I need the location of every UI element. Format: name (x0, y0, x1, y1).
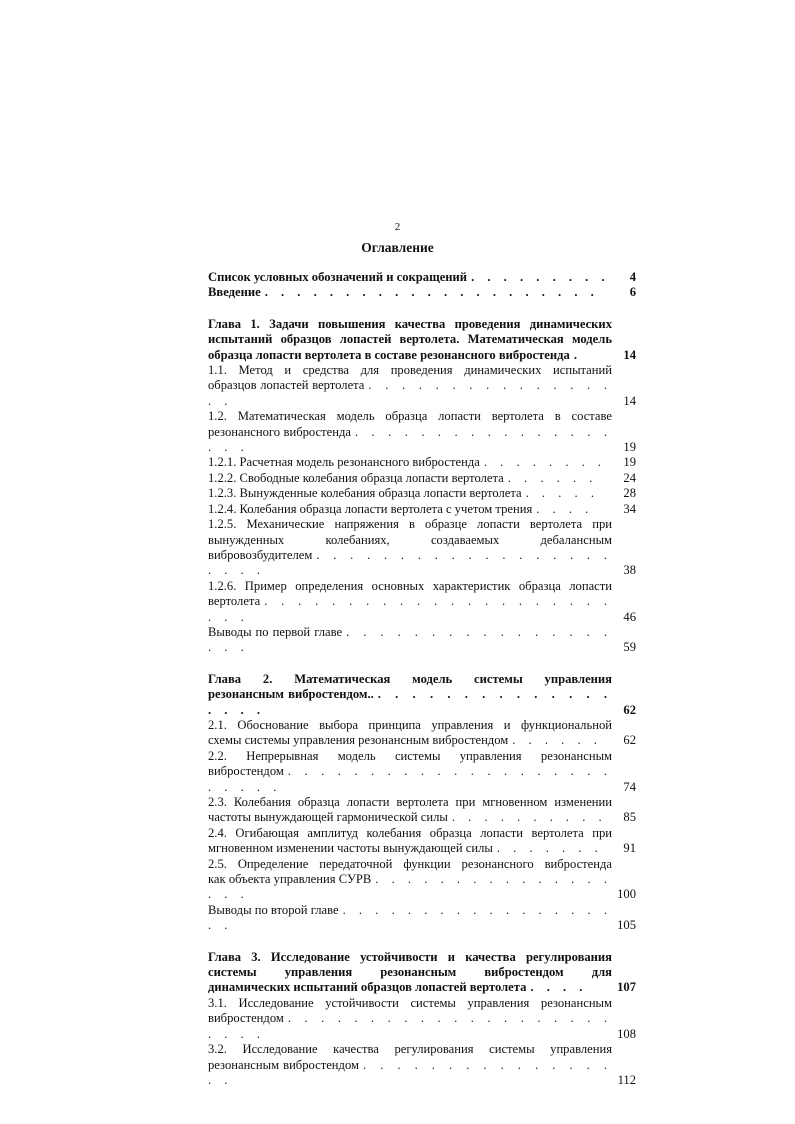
toc-entry (208, 672, 636, 718)
toc-page-number: 85 (623, 810, 636, 825)
toc-entry-line: образцов лопастей вертолета . . . . . . . . . . . . . . . . . (208, 378, 612, 408)
toc-leader: . . . . . . . . . . . . . . . . . . . . . . . . (208, 594, 612, 624)
toc-page-number: 46 (623, 609, 636, 624)
toc-page-number: 112 (617, 1072, 636, 1087)
toc-leader: . . . . . . . . . . . . . . . . . . . . . . . . . (208, 764, 612, 794)
toc-leader: . (573, 347, 582, 362)
toc-page-number: 28 (623, 486, 636, 501)
toc-entry-line: 3.2. Исследование качества регулирования системы управления (208, 1042, 612, 1057)
toc-entry-line: Глава 3. Исследование устойчивости и качества регулирования (208, 949, 612, 964)
toc-entry-line: 2.1. Обоснование выбора принципа управления и функциональной (208, 717, 612, 732)
toc-entry (208, 317, 636, 363)
toc-entry (208, 486, 636, 501)
toc-page-number: 62 (623, 702, 636, 717)
toc-leader: . . . . (536, 501, 594, 516)
toc-entry-line: мгновенном изменении частоты вынуждающей силы . . . . . . . (208, 841, 603, 856)
toc-leader: . . . . . . . . . . . . . . . . . . (208, 872, 612, 902)
toc-leader: . . . . . . . . . (471, 270, 610, 284)
toc-entry-line: вибростендом . . . . . . . . . . . . . . . . . . . . . . . . . (208, 764, 612, 794)
table-of-contents (208, 270, 636, 1088)
toc-entry (208, 285, 636, 300)
section-spacer (208, 934, 636, 950)
toc-entry (208, 950, 636, 996)
section-spacer (208, 656, 636, 672)
toc-entry-line: Выводы по второй главе . . . . . . . . . . . . . . . . . . . (208, 902, 613, 933)
toc-entry-line: частоты вынуждающей гармонической силы . . . . . . . . . . (208, 810, 607, 825)
toc-page-number: 100 (617, 887, 636, 902)
toc-page-number: 74 (623, 779, 636, 794)
toc-page-number: 19 (623, 440, 636, 455)
toc-leader: . . . . . . . (496, 841, 603, 856)
toc-leader: . . . . . . . . . . . . . . . . . . . (208, 624, 612, 655)
toc-entry-line: Глава 1. Задачи повышения качества проведения динамических (208, 316, 612, 331)
toc-entry-line: 3.1. Исследование устойчивости системы управления резонансным (208, 995, 612, 1010)
toc-entry-line: 1.2.2. Свободные колебания образца лопасти вертолета . . . . . . (208, 470, 598, 485)
toc-entry (208, 718, 636, 749)
toc-entry-line: Глава 2. Математическая модель системы управления (208, 671, 612, 686)
toc-entry-line: Введение . . . . . . . . . . . . . . . . . . . . . (208, 285, 599, 300)
toc-entry (208, 502, 636, 517)
toc-page-number: 19 (623, 455, 636, 470)
toc-leader: . . . . . (525, 486, 599, 501)
toc-entry-line: Выводы по первой главе . . . . . . . . . . . . . . . . . . . (208, 624, 612, 655)
page-title: Оглавление (361, 240, 434, 255)
toc-entry (208, 795, 636, 826)
toc-page-number: 59 (623, 640, 636, 655)
toc-entry (208, 579, 636, 625)
toc-entry-line: 2.3. Колебания образца лопасти вертолета при мгновенном изменении (208, 795, 612, 809)
toc-entry-line: вертолета . . . . . . . . . . . . . . . . . . . . . . . . (208, 594, 612, 624)
toc-leader: . . . . . . . . . . . . . . . . . . . . . . (208, 547, 612, 578)
toc-entry (208, 270, 636, 285)
toc-entry (208, 903, 636, 934)
toc-entry-line: 1.2.1. Расчетная модель резонансного вибростенда . . . . . . . . (208, 455, 607, 470)
toc-entry-line: 2.5. Определение передаточной функции резонансного вибростенда (208, 856, 612, 871)
toc-entry-line: вынужденных колебаниях, создаваемых дебалансным (208, 532, 612, 547)
toc-leader: . . . . . . (512, 733, 602, 748)
toc-entry-line: 1.2.5. Механические напряжения в образце лопасти вертолета при (208, 517, 612, 532)
toc-page-number: 105 (617, 918, 636, 933)
toc-leader: . . . . . . . . . . . . . . . . . . (208, 687, 612, 717)
toc-page-number: 91 (623, 841, 636, 856)
toc-entry-line: резонансным вибростендом.. . . . . . . . . . . . . . . . . . . (208, 687, 612, 717)
toc-entry-line: как объекта управления СУРВ . . . . . . . . . . . . . . . . . . (208, 872, 612, 902)
toc-page-number: 14 (623, 393, 636, 408)
toc-page-number: 62 (623, 733, 636, 748)
toc-entry (208, 625, 636, 656)
toc-entry-line: испытаний образцов лопастей вертолета. Математическая модель (208, 332, 612, 347)
toc-entry (208, 363, 636, 409)
toc-entry-line: 2.2. Непрерывная модель системы управления резонансным (208, 748, 612, 763)
toc-entry-line: 2.4. Огибающая амплитуд колебания образца лопасти вертолета при (208, 825, 612, 840)
toc-leader: . . . . . . . . . . . . . . . . . (208, 378, 612, 408)
toc-entry (208, 455, 636, 470)
toc-entry-line: 1.2.3. Вынужденные колебания образца лопасти вертолета . . . . . (208, 486, 599, 501)
toc-entry-line: резонансным вибростендом . . . . . . . . . . . . . . . . . (208, 1057, 612, 1087)
toc-entry-line: динамических испытаний образцов лопастей вертолета . . . . (208, 980, 588, 995)
toc-page-number: 108 (617, 1026, 636, 1041)
toc-entry (208, 996, 636, 1042)
toc-entry-line: резонансного вибростенда . . . . . . . . . . . . . . . . . . . (208, 424, 612, 455)
toc-entry-line: схемы системы управления резонансным вибростендом . . . . . . (208, 733, 602, 748)
toc-page-number: 14 (623, 347, 636, 362)
toc-entry (208, 1042, 636, 1088)
toc-entry-line: 1.2.6. Пример определения основных характеристик образца лопасти (208, 578, 612, 593)
toc-entry-line: вибростендом . . . . . . . . . . . . . . . . . . . . . . . . (208, 1011, 612, 1041)
toc-leader: . . . . . . . . . . . . . . . . . . . (208, 424, 612, 455)
toc-entry (208, 749, 636, 795)
toc-page-number: 107 (617, 980, 636, 995)
toc-entry-line: 1.2.4. Колебания образца лопасти вертолета с учетом трения . . . . (208, 501, 594, 516)
section-spacer (208, 301, 636, 317)
toc-entry-line: образца лопасти вертолета в составе резонансного вибростенда . (208, 347, 582, 362)
toc-entry (208, 517, 636, 579)
toc-entry (208, 826, 636, 857)
toc-entry-line: системы управления резонансным вибростендом для (208, 965, 612, 980)
toc-page-number: 24 (623, 470, 636, 485)
toc-entry-line: вибровозбудителем . . . . . . . . . . . . . . . . . . . . . . (208, 547, 612, 578)
toc-leader: . . . . . . . . . . (451, 810, 607, 825)
toc-entry-line: 1.2. Математическая модель образца лопасти вертолета в составе (208, 409, 612, 424)
toc-entry (208, 857, 636, 903)
toc-leader: . . . . . . . . . . . . . . . . . . . . . . . . (208, 1011, 612, 1041)
toc-leader: . . . . . . . . . . . . . . . . . . . . . (264, 285, 599, 300)
toc-page-number: 4 (629, 270, 636, 284)
page-number: 2 (394, 221, 401, 233)
toc-entry-line: 1.1. Метод и средства для проведения динамических испытаний (208, 363, 612, 378)
toc-leader: . . . . . . . . . . . . . . . . . . . (208, 902, 613, 933)
toc-page-number: 6 (629, 285, 636, 300)
toc-entry-line: Список условных обозначений и сокращений . . . . . . . . . (208, 270, 610, 284)
toc-leader: . . . . (530, 980, 588, 995)
toc-entry (208, 409, 636, 455)
toc-leader: . . . . . . . . . . . . . . . . . (208, 1057, 612, 1087)
toc-entry (208, 471, 636, 486)
toc-leader: . . . . . . . . (483, 455, 607, 470)
toc-page-number: 34 (623, 501, 636, 516)
toc-leader: . . . . . . (507, 470, 598, 485)
toc-page-number: 38 (623, 563, 636, 578)
